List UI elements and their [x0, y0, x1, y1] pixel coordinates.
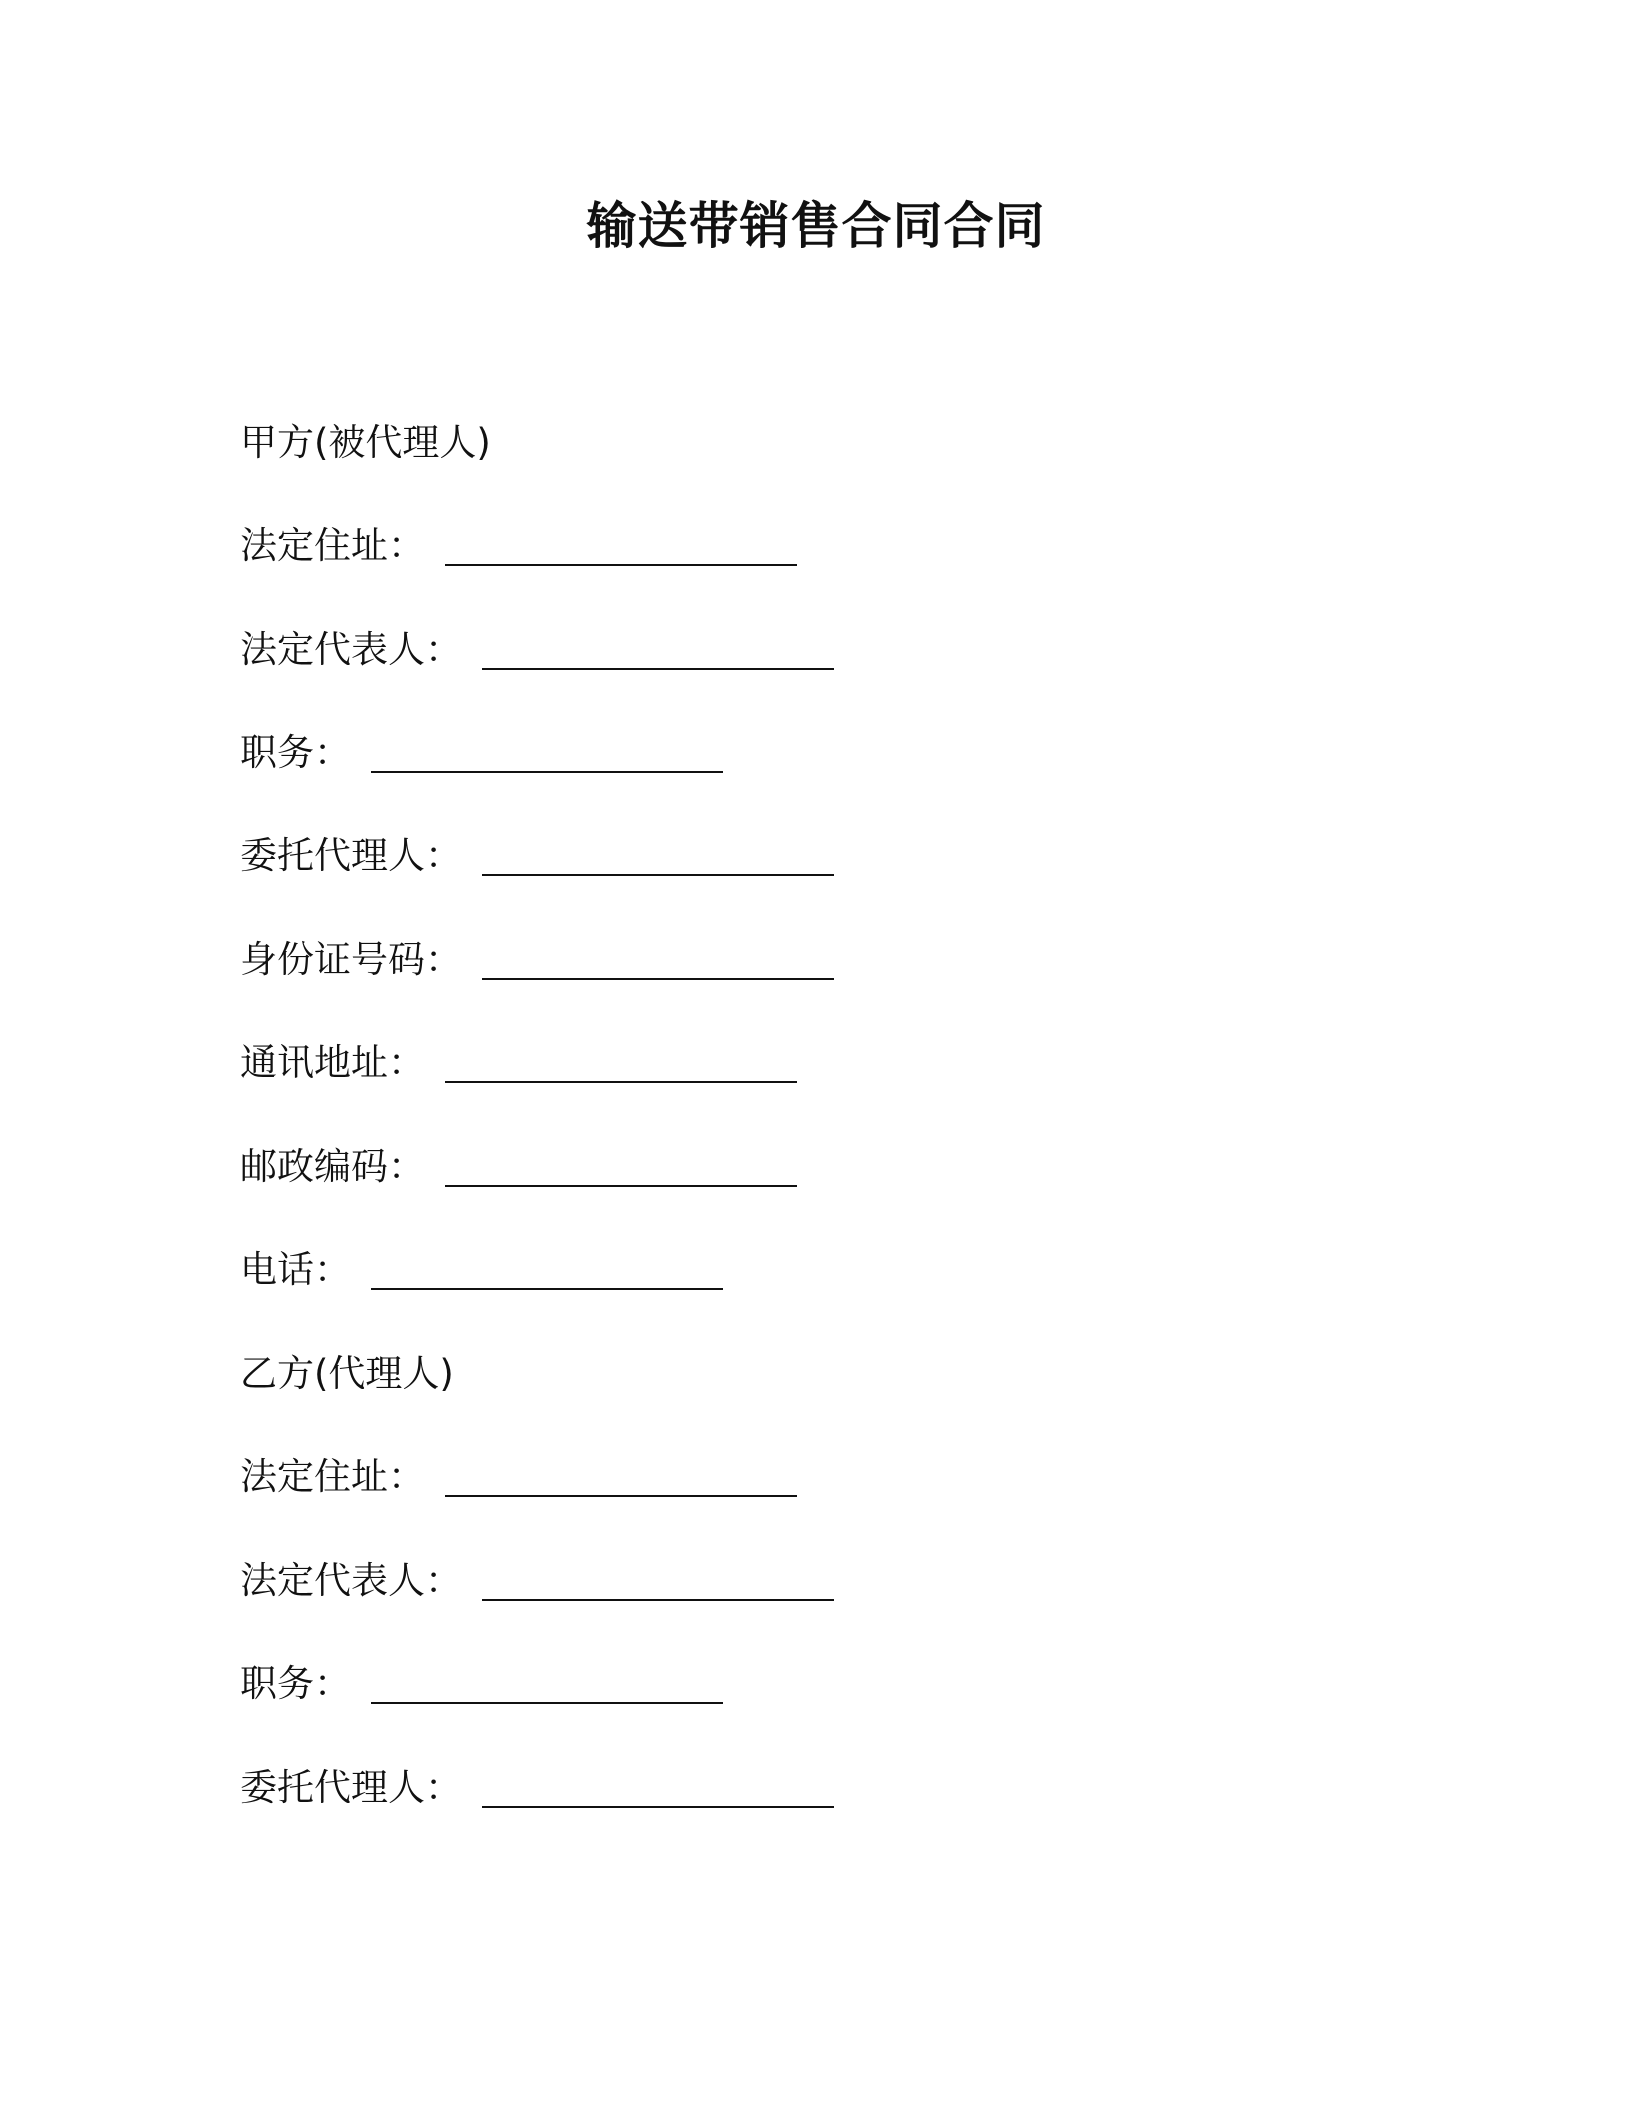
party-a-id-number-row	[240, 935, 834, 985]
party-b-legal-representative-row	[240, 1556, 834, 1606]
field-label: 身份证号码：	[240, 938, 462, 981]
party-b-position-row	[240, 1659, 723, 1709]
party-b-legal-address-row	[240, 1452, 797, 1502]
document-title: 输送带销售合同合同	[586, 197, 1046, 255]
field-label: 电话：	[240, 1248, 351, 1291]
blank-line	[371, 1258, 723, 1290]
field-label: 法定代表人：	[240, 1559, 462, 1602]
party-a-postal-code-row	[240, 1142, 797, 1192]
blank-line	[445, 1155, 797, 1187]
blank-line	[482, 1776, 834, 1808]
blank-line	[482, 844, 834, 876]
field-label: 委托代理人：	[240, 1766, 462, 1809]
field-label: 职务：	[240, 731, 351, 774]
field-label: 委托代理人：	[240, 834, 462, 877]
blank-line	[445, 1051, 797, 1083]
blank-line	[482, 948, 834, 980]
party-a-legal-representative-row	[240, 625, 834, 675]
party-a-position-row	[240, 728, 723, 778]
party-a-phone-row	[240, 1245, 723, 1295]
blank-line	[482, 1569, 834, 1601]
party-a-legal-address-row	[240, 521, 797, 571]
blank-line	[371, 1672, 723, 1704]
party-b-authorized-agent-row	[240, 1763, 834, 1813]
party-a-mailing-address-row	[240, 1038, 797, 1088]
blank-line	[445, 534, 797, 566]
field-label: 通讯地址：	[240, 1041, 425, 1084]
field-label: 法定住址：	[240, 1455, 425, 1498]
party-a-heading: 甲方(被代理人)	[240, 421, 491, 464]
field-label: 职务：	[240, 1662, 351, 1705]
blank-line	[482, 638, 834, 670]
field-label: 邮政编码：	[240, 1145, 425, 1188]
party-a-authorized-agent-row	[240, 831, 834, 881]
field-label: 法定代表人：	[240, 628, 462, 671]
blank-line	[445, 1465, 797, 1497]
party-b-heading: 乙方(代理人)	[240, 1352, 454, 1395]
field-label: 法定住址：	[240, 524, 425, 567]
blank-line	[371, 741, 723, 773]
